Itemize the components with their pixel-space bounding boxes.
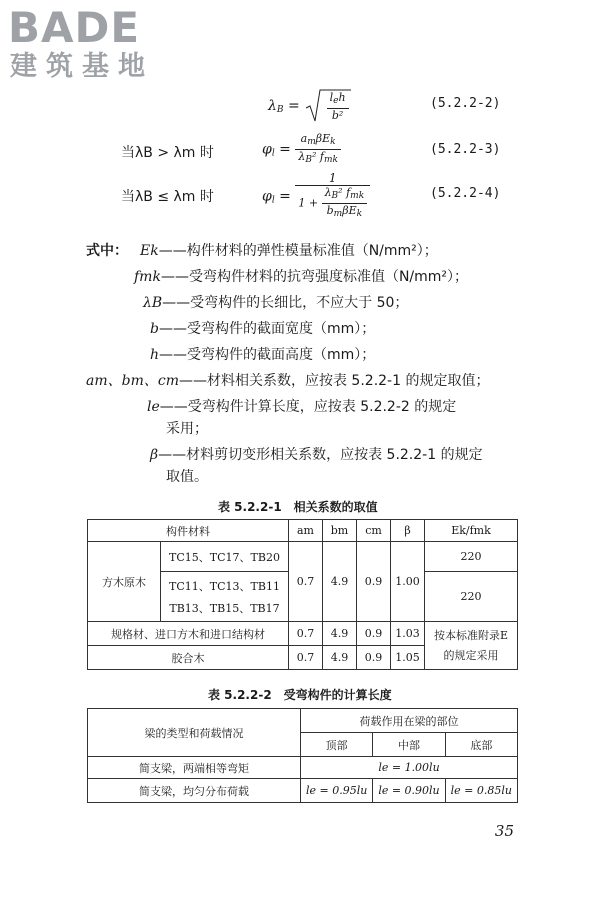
table-header: 顶部 xyxy=(301,733,373,757)
logo-brand: BADE xyxy=(8,3,141,52)
table-cell: 220 xyxy=(425,542,518,572)
table-cell: 规格材、进口方木和进口结构材 xyxy=(88,622,289,646)
table-caption: 表 5.2.2-2 受弯构件的计算长度 xyxy=(208,688,392,702)
table-cell: le = 0.95lu xyxy=(301,779,373,803)
table-header: Ek/fmk xyxy=(425,520,518,542)
table-cell: 简支梁，均匀分布荷载 xyxy=(88,779,301,803)
table-cell: le = 1.00lu xyxy=(301,757,518,779)
table-header: bm xyxy=(323,520,357,542)
definition-continuation: 取值。 xyxy=(166,469,208,485)
table-cell: TC11、TC13、TB11 TB13、TB15、TB17 xyxy=(161,572,289,622)
where-label: 式中： xyxy=(86,243,128,259)
table-cell: le = 0.85lu xyxy=(445,779,517,803)
equation-phi-4: $\varphi_l$ = 1 1 + $\frac{\lambda_B^2 f_{mk}}{b_m\beta E_k}$ xyxy=(262,172,370,221)
table-cell: 4.9 xyxy=(323,646,357,670)
table-cell: 方木原木 xyxy=(88,542,161,622)
equation-number: (5.2.2-2) xyxy=(430,96,501,111)
table-cell: 简支梁，两端相等弯矩 xyxy=(88,757,301,779)
table-cell: 0.7 xyxy=(289,646,323,670)
definition-line: β——材料剪切变形相关系数，应按表 5.2.2-1 的规定 xyxy=(150,447,483,463)
table-header: 中部 xyxy=(373,733,445,757)
equation-condition: 当λB > λm 时 xyxy=(121,145,214,161)
table-cell: 0.9 xyxy=(357,646,391,670)
table-header: 构件材料 xyxy=(88,520,289,542)
page-number: 35 xyxy=(494,822,514,840)
table-cell: 按本标准附录E的规定采用 xyxy=(425,622,518,670)
table-header: 荷载作用在梁的部位 xyxy=(301,709,518,733)
equation-condition: 当λB ≤ λm 时 xyxy=(121,189,214,205)
table-header: 底部 xyxy=(445,733,517,757)
definition-line: h——受弯构件的截面高度（mm）； xyxy=(150,347,376,363)
effective-length-table xyxy=(87,708,518,803)
table-cell: 4.9 xyxy=(323,622,357,646)
definition-line: le——受弯构件计算长度，应按表 5.2.2-2 的规定 xyxy=(147,399,457,415)
definition-line: λB——受弯构件的长细比，不应大于 50； xyxy=(143,295,409,311)
equation-number: (5.2.2-4) xyxy=(430,186,501,201)
definition-line: fmk——受弯构件材料的抗弯强度标准值（N/mm²）； xyxy=(134,269,469,285)
definition-line: Ek——构件材料的弹性模量标准值（N/mm²）； xyxy=(140,243,438,259)
table-cell: le = 0.90lu xyxy=(373,779,445,803)
table-cell: 0.7 xyxy=(289,542,323,622)
table-cell: 4.9 xyxy=(323,542,357,622)
brand-logo xyxy=(8,3,154,84)
table-cell: 220 xyxy=(425,572,518,622)
table-cell: 1.00 xyxy=(391,542,425,622)
table-header: β xyxy=(391,520,425,542)
table-cell: 1.03 xyxy=(391,622,425,646)
table-cell: 0.9 xyxy=(357,622,391,646)
table-cell: 0.7 xyxy=(289,622,323,646)
definition-line: am、bm、cm——材料相关系数，应按表 5.2.2-1 的规定取值； xyxy=(86,373,490,389)
definition-continuation: 采用； xyxy=(166,421,208,437)
table-cell: 0.9 xyxy=(357,542,391,622)
table-cell: 胶合木 xyxy=(88,646,289,670)
table-header: 梁的类型和荷载情况 xyxy=(88,709,301,757)
table-caption: 表 5.2.2-1 相关系数的取值 xyxy=(218,500,378,514)
table-cell: TC15、TC17、TB20 xyxy=(161,542,289,572)
equation-phi-3: $\varphi_l$ = $\frac{a_m\beta E_k}{\lambda_B^2 f_{mk}}$ xyxy=(262,132,341,167)
definition-line: b——受弯构件的截面宽度（mm）； xyxy=(150,321,376,337)
coefficient-table xyxy=(87,519,518,670)
equation-lambda-b: $\lambda_B$ = $\frac{l_eh}{\text{b²}}$ xyxy=(268,88,349,124)
table-header: cm xyxy=(357,520,391,542)
logo-subtitle: 建筑基地 xyxy=(10,51,154,82)
equation-number: (5.2.2-3) xyxy=(430,142,501,157)
table-cell: 1.05 xyxy=(391,646,425,670)
table-header: am xyxy=(289,520,323,542)
